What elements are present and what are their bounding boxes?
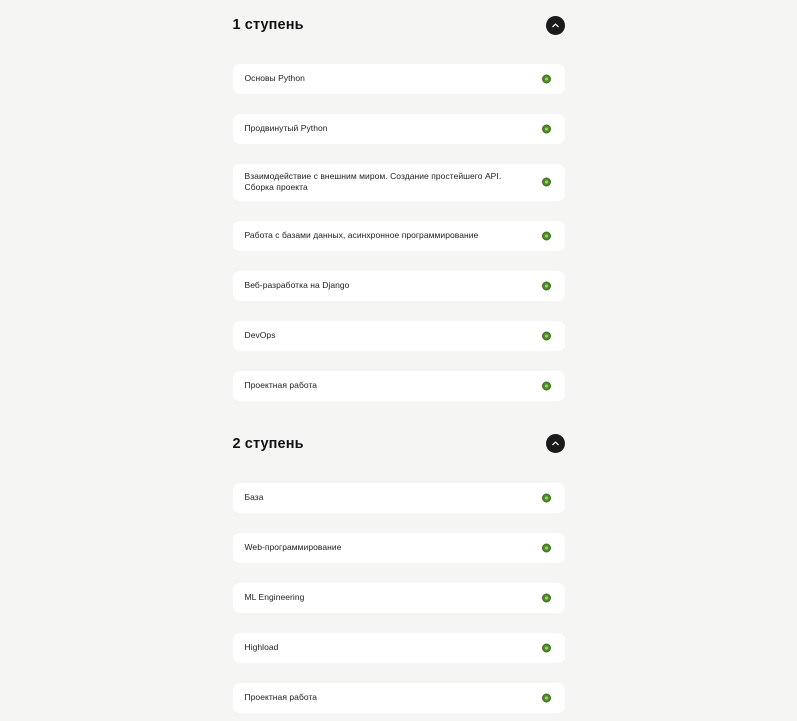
list-item[interactable] (233, 633, 565, 663)
module-label: Продвинутый Python (244, 123, 328, 134)
section-header-2 (233, 427, 565, 461)
module-label: ML Engineering (244, 592, 305, 603)
section-title-1: 1 ступень (232, 16, 304, 33)
status-complete-dot (542, 543, 551, 552)
module-label: DevOps (244, 330, 276, 341)
list-item[interactable] (233, 321, 565, 351)
section-toggle-button-2[interactable] (546, 434, 565, 453)
list-item[interactable] (233, 533, 565, 563)
section-header-spacer-1 (229, 42, 569, 64)
module-label: Проектная работа (244, 692, 318, 703)
module-label: Highload (244, 642, 279, 653)
status-complete-dot (542, 331, 551, 340)
section-header-spacer-2 (229, 461, 569, 483)
status-complete-dot (542, 281, 551, 290)
module-label: Веб-разработка на Django (244, 280, 350, 291)
list-item[interactable] (233, 483, 565, 513)
list-item[interactable] (233, 164, 565, 201)
list-item[interactable] (233, 271, 565, 301)
status-complete-dot (542, 381, 551, 390)
section-header-1 (233, 0, 565, 42)
status-complete-dot (542, 693, 551, 702)
module-label: Работа с базами данных, асинхронное программирование (244, 230, 479, 241)
status-complete-dot (542, 75, 551, 84)
module-label: Основы Python (244, 73, 305, 84)
list-item[interactable] (233, 683, 565, 713)
section-toggle-button-1[interactable] (546, 16, 565, 35)
list-item[interactable] (233, 221, 565, 251)
section-divider-space (0, 409, 797, 427)
module-label: Проектная работа (244, 380, 318, 391)
curriculum-section-1 (229, 0, 569, 401)
module-label: Взаимодействие с внешним миром. Создание простейшего API. Сборка проекта (244, 171, 502, 193)
status-complete-dot (542, 231, 551, 240)
status-complete-dot (542, 643, 551, 652)
list-item[interactable] (233, 114, 565, 144)
status-complete-dot (542, 593, 551, 602)
module-list-2 (229, 483, 569, 713)
list-item[interactable] (233, 64, 565, 94)
status-complete-dot (542, 125, 551, 134)
status-complete-dot (542, 178, 551, 187)
status-complete-dot (542, 493, 551, 502)
chevron-up-icon (551, 21, 560, 30)
section-title-2: 2 ступень (232, 435, 304, 452)
module-label: Web-программирование (244, 542, 342, 553)
module-label: База (244, 492, 264, 503)
list-item[interactable] (233, 371, 565, 401)
curriculum-section-2 (229, 427, 569, 713)
list-item[interactable] (233, 583, 565, 613)
module-list-1 (229, 64, 569, 401)
chevron-up-icon (551, 439, 560, 448)
